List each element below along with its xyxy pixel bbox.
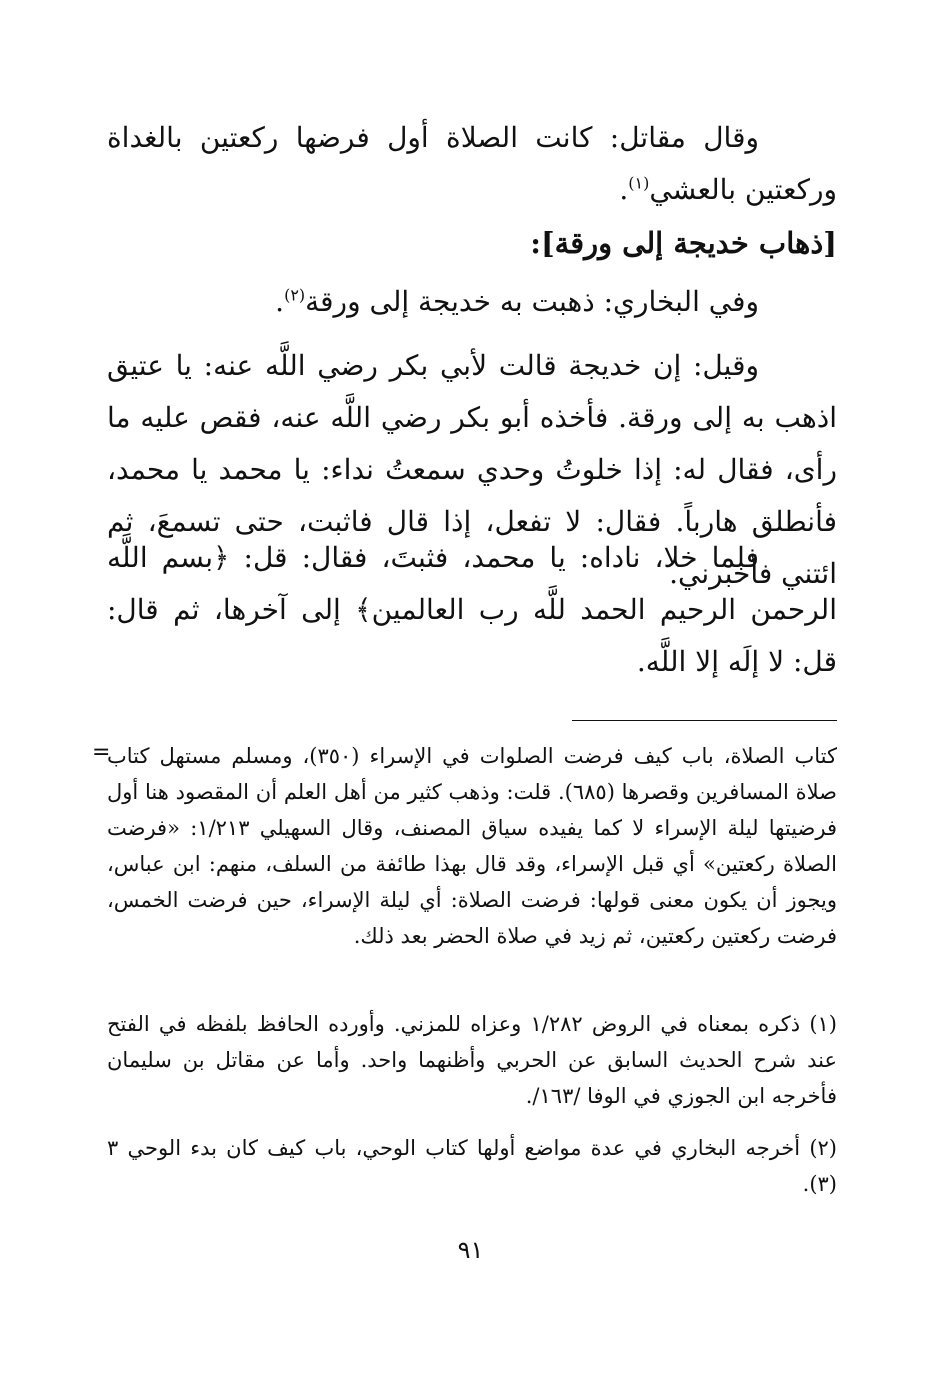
footnote-2-text: أخرجه البخاري في عدة مواضع أولها كتاب الوحي، باب كيف كان بدء الوحي ٣ (٣). [107, 1136, 837, 1196]
footnote-separator [572, 720, 837, 721]
paragraph-qila: وقيل: إن خديجة قالت لأبي بكر رضي اللَّه عنه: يا عتيق اذهب به إلى ورقة. فأخذه أبو بكر رضي اللَّه عنه، فقص عليه ما رأى، فقال له: إذا خلوتُ وحدي سمعتُ نداء: يا محمد يا محمد، فأنطلق هارباً. فقال: لا تفعل، إذا قال فاثبت، حتى تسمعَ، ثم ائتني فأخبرني. [107, 349, 837, 590]
footnote-continuation-mark: = [92, 740, 111, 765]
paragraph-bukhari [107, 276, 837, 328]
paragraph-muqatil-text: وقال مقاتل: كانت الصلاة أول فرضها ركعتين بالغداة وركعتين بالعشي [107, 121, 837, 206]
footnote-1-number: (١) [809, 1012, 837, 1036]
footnote-2-number: (٢) [809, 1136, 837, 1160]
footnote-continuation: كتاب الصلاة، باب كيف فرضت الصلوات في الإسراء (٣٥٠)، ومسلم مستهل كتاب صلاة المسافرين وقصرها (٦٨٥). قلت: وذهب كثير من أهل العلم أن المقصود هنا أول فرضيتها ليلة الإسراء لا كما يفيده سياق المصنف، وقال السهيلي ١/٢١٣: «فرضت الصلاة ركعتين» أي قبل الإسراء، وقد قال بهذا طائفة من السلف، منهم: ابن عباس، ويجوز أن يكون معنى قولها: فرضت الصلاة: أي ليلة الإسراء، حين فرضت الخمس، فرضت ركعتين ركعتين، ثم زيد في صلاة الحضر بعد ذلك. [107, 744, 837, 948]
footnote-1 [107, 1006, 837, 1114]
section-heading: [ذهاب خديجة إلى ورقة]: [530, 226, 837, 260]
footnote-ref-2: (٢) [284, 285, 306, 305]
footnote-2 [107, 1130, 837, 1202]
paragraph-bukhari-end: . [275, 285, 285, 318]
footnote-ref-1: (١) [628, 173, 650, 193]
page-number: ٩١ [457, 1236, 484, 1264]
footnote-1-text: ذكره بمعناه في الروض ١/٢٨٢ وعزاه للمزني. وأورده الحافظ بلفظه في الفتح عند شرح الحديث السابق عن الحربي وأظنهما واحد. وأما عن مقاتل بن سليمان فأخرجه ابن الجوزي في الوفا /١٦٣/. [107, 1012, 837, 1108]
paragraph-muqatil [107, 112, 837, 216]
paragraph-khala: فلما خلا، ناداه: يا محمد، فثبتَ، فقال: قل: ﴿بسم اللَّه الرحمن الرحيم الحمد للَّه رب العالمين﴾ إلى آخرها، ثم قال: قل: لا إلَه إلا اللَّه. [107, 541, 837, 678]
paragraph-bukhari-text: وفي البخاري: ذهبت به خديجة إلى ورقة [305, 285, 759, 318]
paragraph-muqatil-end: . [619, 173, 629, 206]
